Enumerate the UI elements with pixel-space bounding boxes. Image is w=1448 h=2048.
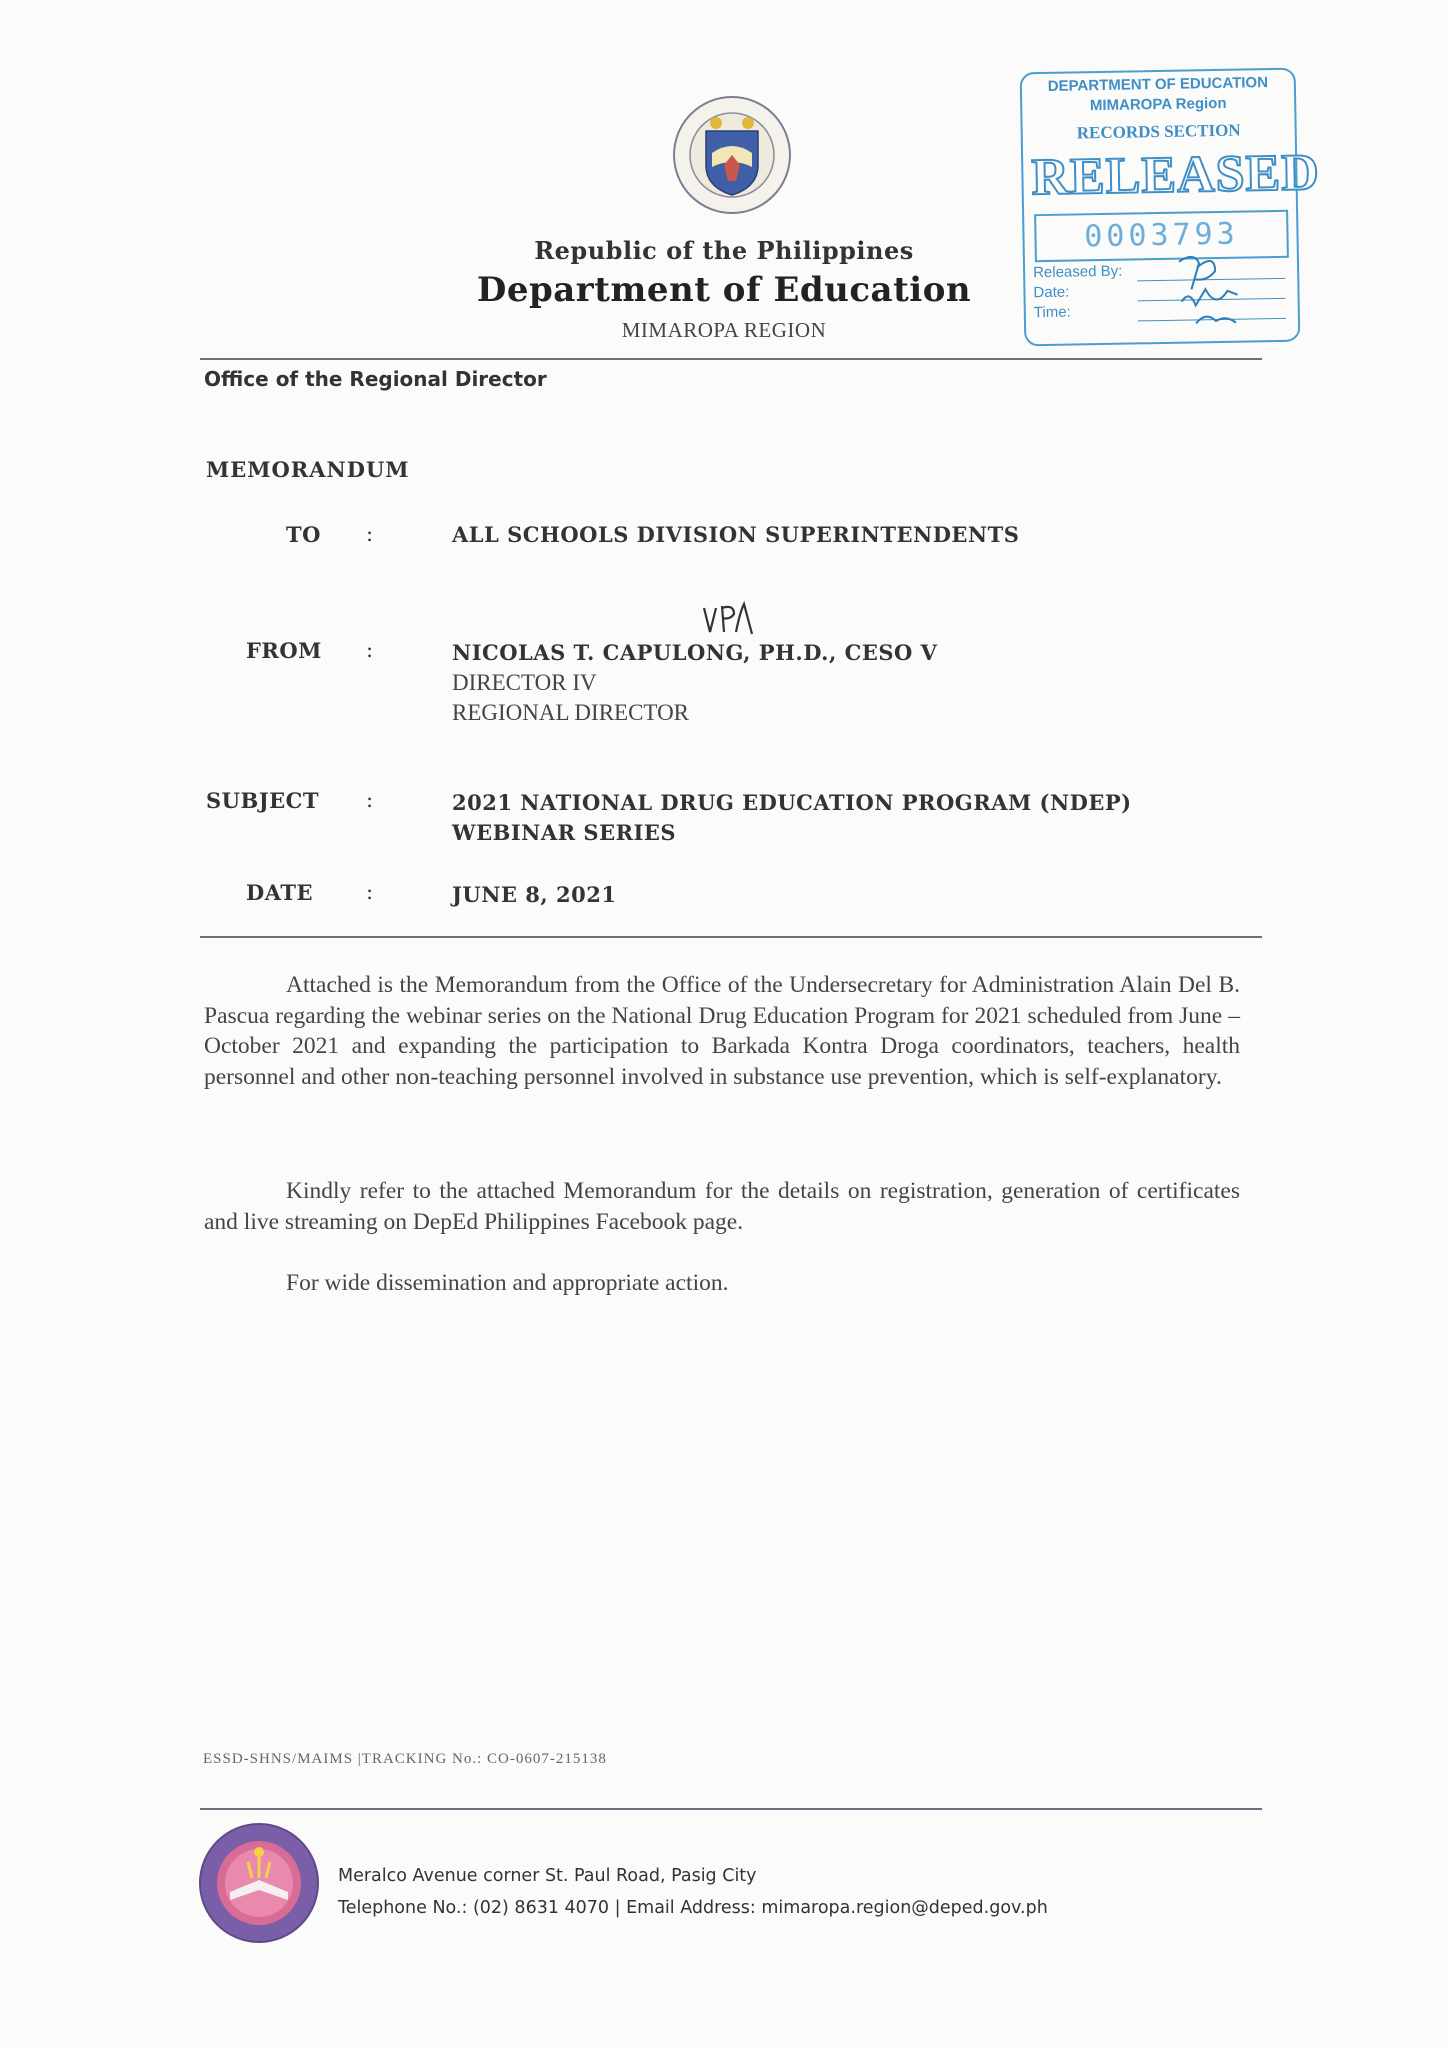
footer-address: Meralco Avenue corner St. Paul Road, Pasig City [338,1866,757,1886]
office-label: Office of the Regional Director [204,367,547,391]
stamp-line1: DEPARTMENT OF EDUCATION [1047,74,1269,95]
from-colon: : [366,638,374,662]
stamp-status: RELEASED [1030,144,1321,207]
stamp-date-label: Date: [1033,283,1070,302]
from-title2: REGIONAL DIRECTOR [452,700,690,725]
stamp-released-by-label: Released By: [1032,262,1123,282]
region-heading: MIMAROPA REGION [621,318,827,342]
body-paragraph-1: Attached is the Memorandum from the Office of the Undersecretary for Administration Alain Del B. Pascua regarding the webinar series on the National Drug Education Program for 2021 scheduled from June –October 2021 and expanding the participation to Barkada Kontra Droga coordinators, teachers, health personnel and other non-teaching personnel involved in substance use prevention, which is self-explanatory. [204,972,1240,1090]
body-paragraph-3: For wide dissemination and appropriate action. [286,1270,729,1296]
stamp-number: 0003793 [1034,210,1289,262]
stamp-line3: RECORDS SECTION [1076,120,1241,143]
subject-colon: : [366,788,374,812]
footer-divider [200,1808,1262,1810]
stamp-time-label: Time: [1033,303,1071,322]
subject-line2: WEBINAR SERIES [452,820,677,845]
from-title1: DIRECTOR IV [452,670,597,695]
stamp-signature-mark [1175,249,1246,335]
subject-line1: 2021 NATIONAL DRUG EDUCATION PROGRAM (NDEP) [452,790,1132,815]
tracking-number: ESSD-SHNS/MAIMS |TRACKING No.: CO-0607-215138 [203,1751,607,1767]
republic-heading: Republic of the Philippines [534,236,914,265]
to-value: ALL SCHOOLS DIVISION SUPERINTENDENTS [452,522,1020,547]
from-label: FROM [246,638,322,663]
subject-label: SUBJECT [206,788,320,813]
fields-divider [200,936,1262,938]
to-colon: : [366,522,374,546]
deped-footer-logo-icon [198,1822,320,1944]
deped-seal-icon [672,95,792,215]
stamp-line2: MIMAROPA Region [1089,94,1227,115]
to-label: TO [286,522,321,547]
body-paragraph-2: Kindly refer to the attached Memorandum for the details on registration, generation of certificates and live streaming on DepEd Philippines Facebook page. [204,1178,1240,1235]
department-heading: Department of Education [476,270,972,310]
released-stamp [1020,68,1321,347]
date-label: DATE [246,880,313,905]
header-divider [200,358,1262,360]
date-colon: : [366,880,374,904]
footer-contact: Telephone No.: (02) 8631 4070 | Email Address: mimaropa.region@deped.gov.ph [338,1898,1048,1918]
memo-title: MEMORANDUM [206,457,410,482]
date-value: JUNE 8, 2021 [452,882,617,907]
initials-mark [700,598,760,644]
from-name: NICOLAS T. CAPULONG, PH.D., CESO V [452,640,938,665]
